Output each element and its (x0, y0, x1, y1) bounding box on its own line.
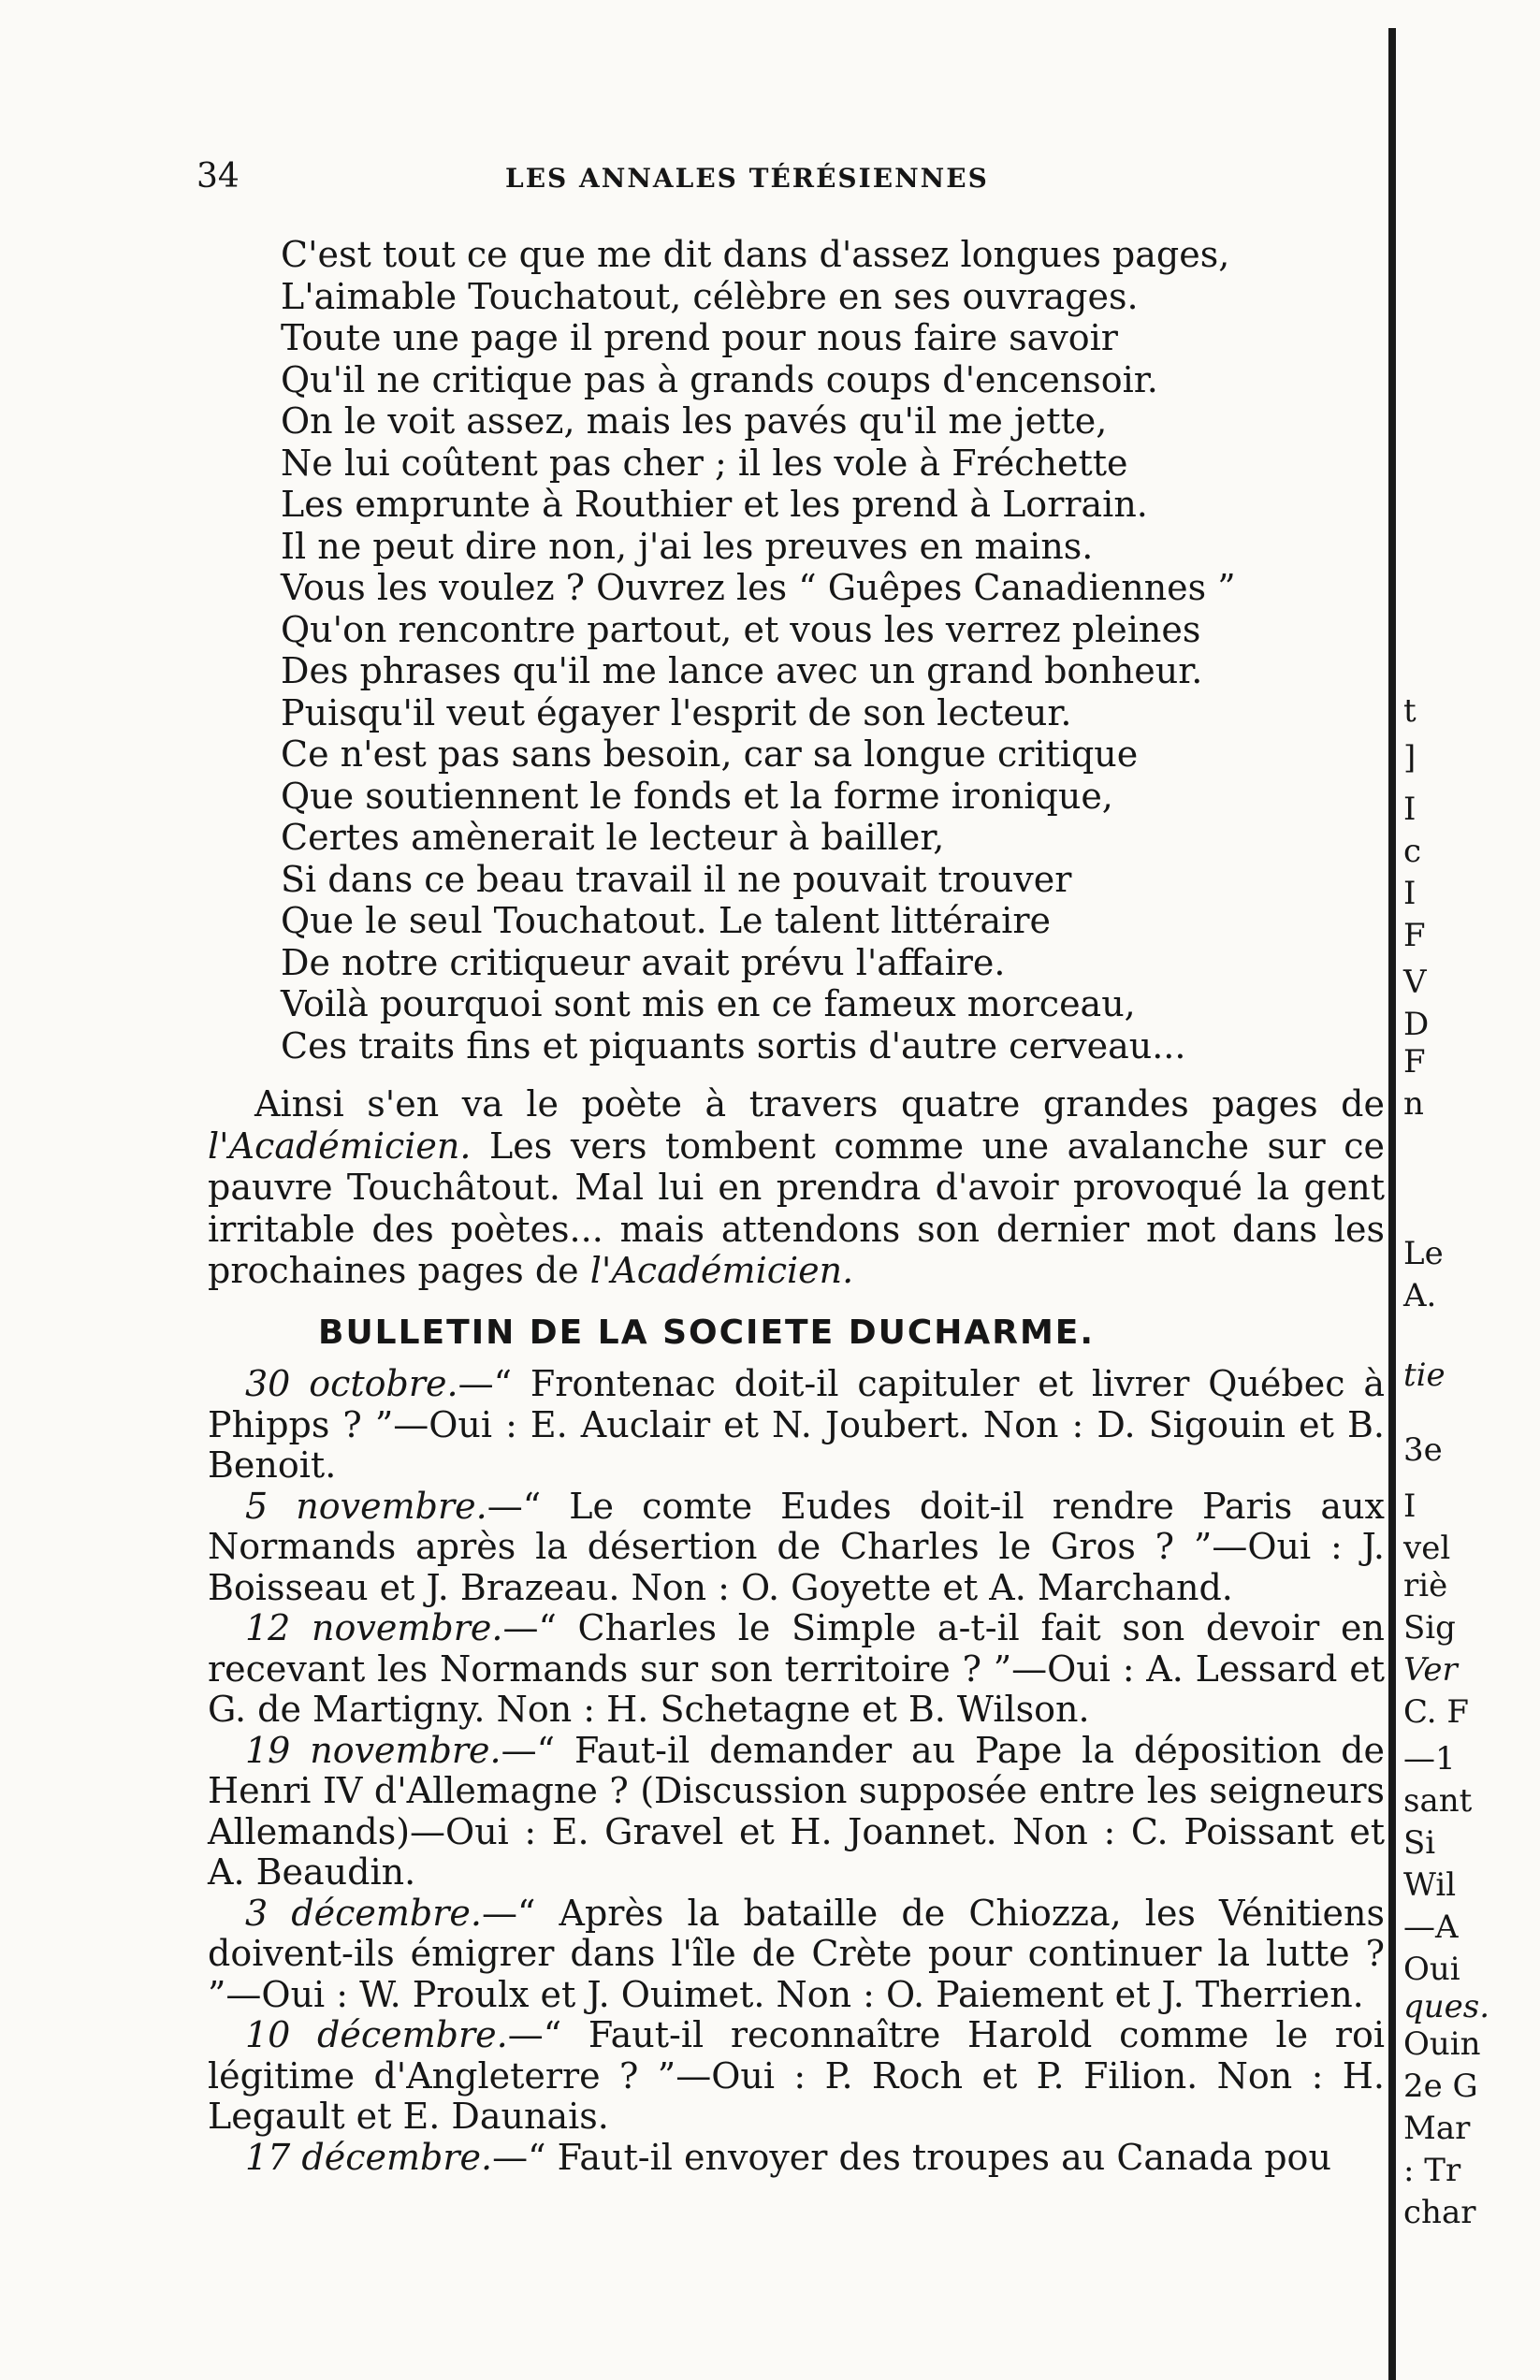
margin-fragment: Ver (1403, 1651, 1458, 1689)
entry-text: —“ Frontenac doit-il capituler et livrer Québec à Phipps ? ”—Oui : E. Auclair et N. Joubert. Non : D. Sigouin et B. Benoit. (208, 1363, 1385, 1486)
poem-line: Il ne peut dire non, j'ai les preuves en mains. (281, 525, 1094, 567)
margin-fragment: sant (1403, 1782, 1473, 1820)
entry-text: —“ Faut-il reconnaître Harold comme le roi légitime d'Angleterre ? ”—Oui : P. Roch et P. Filion. Non : H. Legault et E. Daunais. (208, 2014, 1385, 2137)
poem-line: On le voit assez, mais les pavés qu'il me jette, (281, 400, 1108, 442)
bulletin-entry (208, 2015, 1385, 2138)
entry-date: 12 novembre. (245, 1607, 503, 1648)
margin-fragment: t (1403, 692, 1417, 730)
bulletin-entries (208, 1364, 1385, 2178)
margin-fragment: C. F (1403, 1693, 1470, 1731)
poem-block (281, 234, 1329, 1067)
margin-fragment: F (1403, 1043, 1426, 1081)
entry-date: 10 décembre. (245, 2014, 508, 2055)
bulletin-entry (208, 1487, 1385, 1609)
page-edge-rule (1388, 28, 1396, 2380)
bulletin-entry (208, 1731, 1385, 1894)
margin-fragment: ques. (1403, 1988, 1490, 2025)
entry-text: —“ Faut-il demander au Pape la déposition de Henri IV d'Allemagne ? (Discussion supposée entre les seigneurs Allemands)—Oui : E. Gravel et H. Joannet. Non : C. Poissant et A. Beaudin. (208, 1729, 1385, 1893)
margin-fragment: V (1403, 964, 1427, 1001)
margin-fragment: n (1403, 1085, 1424, 1123)
bulletin-entry (208, 2138, 1385, 2179)
poem-line: Ces traits fins et piquants sortis d'autre cerveau... (281, 1024, 1186, 1067)
poem-line: L'aimable Touchatout, célèbre en ses ouvrages. (281, 275, 1139, 317)
poem-line: Ce n'est pas sans besoin, car sa longue critique (281, 733, 1139, 775)
poem-line: Voilà pourquoi sont mis en ce fameux morceau, (281, 983, 1136, 1024)
margin-fragment: riè (1403, 1567, 1448, 1604)
margin-fragment: I (1403, 875, 1417, 912)
prose-text: Ainsi s'en va le poète à travers quatre grandes pages de (254, 1083, 1385, 1125)
margin-fragment: Oui (1403, 1951, 1460, 1988)
margin-fragment: —1 (1403, 1740, 1456, 1778)
entry-text: —“ Faut-il envoyer des troupes au Canada pou (492, 2136, 1331, 2178)
margin-fragment: vel (1403, 1530, 1451, 1567)
margin-fragment: Mar (1403, 2110, 1471, 2147)
poem-line: Les emprunte à Routhier et les prend à Lorrain. (281, 484, 1148, 525)
margin-fragment: F (1403, 917, 1426, 954)
poem-line: Puisqu'il veut égayer l'esprit de son lecteur. (281, 691, 1072, 733)
margin-fragment: D (1403, 1006, 1430, 1043)
page-header (196, 157, 1347, 204)
poem-line: Qu'on rencontre partout, et vous les verrez pleines (281, 608, 1201, 650)
poem-line: Si dans ce beau travail il ne pouvait trouver (281, 858, 1072, 900)
poem-line: Des phrases qu'il me lance avec un grand bonheur. (281, 650, 1203, 691)
entry-date: 30 octobre. (245, 1363, 458, 1404)
poem-line: De notre critiqueur avait prévu l'affaire. (281, 941, 1006, 983)
prose-text-rest: Les vers tombent comme une avalanche sur ce pauvre Touchâtout. Mal lui en prendra d'avoir provoqué la gent irritable des poètes... mais attendons son dernier mot dans les prochaines pages de (208, 1125, 1385, 1291)
margin-fragment: Wil (1403, 1866, 1457, 1904)
prose-title-ref-2: l'Académicien. (589, 1250, 854, 1291)
page-number: 34 (196, 157, 240, 196)
margin-fragment: char (1403, 2194, 1476, 2231)
margin-fragment: 2e G (1403, 2068, 1478, 2105)
poem-line: Ne lui coûtent pas cher ; il les vole à Fréchette (281, 442, 1128, 484)
margin-fragment: 3e (1403, 1431, 1443, 1469)
margin-fragment: I (1403, 791, 1417, 828)
bulletin-heading: BULLETIN DE LA SOCIETE DUCHARME. (318, 1313, 1096, 1352)
poem-line: Que soutiennent le fonds et la forme ironique, (281, 775, 1113, 817)
margin-fragment: A. (1403, 1277, 1437, 1314)
margin-fragment: : Tr (1403, 2152, 1461, 2189)
entry-date: 19 novembre. (245, 1729, 501, 1771)
entry-date: 3 décembre. (245, 1892, 482, 1934)
margin-fragment: tie (1403, 1357, 1446, 1394)
bulletin-entry (208, 1608, 1385, 1731)
prose-title-ref: l'Académicien. (208, 1125, 472, 1167)
poem-line: Qu'il ne critique pas à grands coups d'encensoir. (281, 358, 1158, 400)
entry-date: 5 novembre. (245, 1485, 487, 1527)
poem-line: Certes amènerait le lecteur à bailler, (281, 817, 945, 858)
poem-line: Que le seul Touchatout. Le talent littéraire (281, 900, 1051, 941)
running-title: LES ANNALES TÉRÉSIENNES (505, 163, 989, 194)
margin-fragment: I (1403, 1488, 1417, 1525)
bulletin-entry (208, 1364, 1385, 1487)
margin-fragment: Si (1403, 1824, 1436, 1862)
margin-fragment: c (1403, 833, 1422, 870)
poem-line: Vous les voulez ? Ouvrez les “ Guêpes Canadiennes ” (281, 567, 1236, 608)
entry-text: —“ Charles le Simple a-t-il fait son devoir en recevant les Normands sur son territoire ? ”—Oui : A. Lessard et G. de Martigny. Non : H. Schetagne et B. Wilson. (208, 1607, 1385, 1730)
poem-line: C'est tout ce que me dit dans d'assez longues pages, (281, 234, 1230, 275)
prose-paragraph (208, 1083, 1385, 1292)
margin-fragment: Ouin (1403, 2025, 1481, 2063)
margin-fragment: —A (1403, 1908, 1459, 1946)
poem-line: Toute une page il prend pour nous faire savoir (281, 317, 1118, 358)
entry-text: —“ Après la bataille de Chiozza, les Vénitiens doivent-ils émigrer dans l'île de Crète pour continuer la lutte ? ”—Oui : W. Proulx et J. Ouimet. Non : O. Paiement et J. Therrien. (208, 1892, 1385, 2015)
entry-date: 17 décembre. (245, 2136, 493, 2178)
entry-text: —“ Le comte Eudes doit-il rendre Paris aux Normands après la désertion de Charles le Gros ? ”—Oui : J. Boisseau et J. Brazeau. Non : O. Goyette et A. Marchand. (208, 1485, 1385, 1608)
margin-fragment: ] (1403, 739, 1417, 776)
margin-fragment: Le (1403, 1235, 1444, 1272)
bulletin-entry (208, 1894, 1385, 2016)
margin-fragment: Sig (1403, 1609, 1456, 1647)
